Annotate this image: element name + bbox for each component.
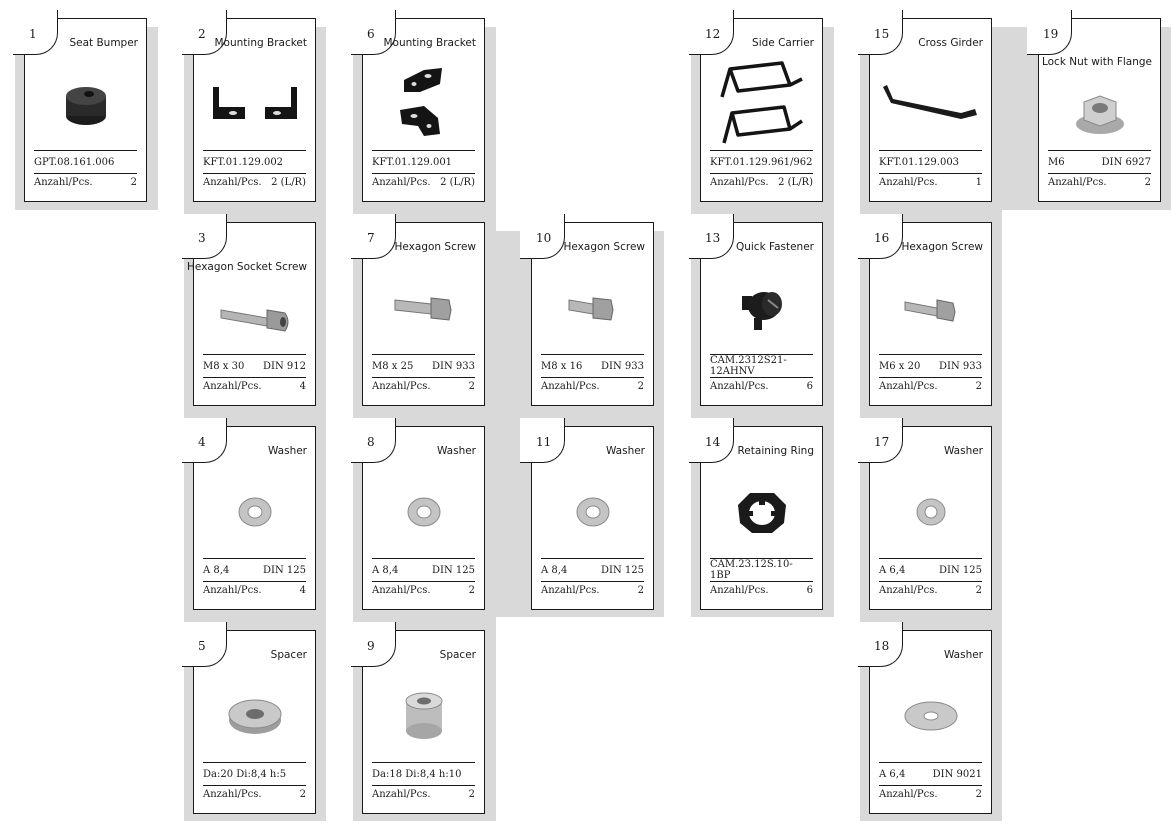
article-number: KFT.01.129.961/962 — [710, 156, 813, 168]
quantity-row — [541, 381, 644, 392]
article-number: Da:18 Di:8,4 h:10 — [372, 768, 462, 780]
part-number: 4 — [198, 435, 206, 449]
quantity-row — [1048, 177, 1151, 188]
norm: DIN 125 — [939, 564, 982, 576]
norm: DIN 125 — [601, 564, 644, 576]
part-number: 11 — [536, 435, 552, 449]
spec-row — [372, 558, 475, 582]
article-number: KFT.01.129.003 — [879, 156, 960, 168]
part-card-9 — [362, 630, 485, 814]
part-title: Hexagon Socket Screw — [187, 261, 307, 273]
quick-fastener-icon — [709, 263, 814, 353]
spec-row — [710, 558, 813, 582]
washer-icon — [540, 467, 645, 557]
lock-nut-icon — [1047, 75, 1152, 151]
part-number: 10 — [536, 231, 552, 245]
part-title: Retaining Ring — [737, 445, 814, 457]
quantity-value: 2 — [468, 381, 475, 392]
article-number: CAM.2312S21-12AHNV — [710, 355, 787, 377]
quantity-row — [203, 177, 306, 188]
quantity-value: 2 — [975, 381, 982, 392]
part-card-8 — [362, 426, 485, 610]
norm: DIN 933 — [432, 360, 475, 372]
part-number: 13 — [705, 231, 721, 245]
part-card-10 — [531, 222, 654, 406]
part-card-12 — [700, 18, 823, 202]
spec-row — [372, 150, 475, 174]
article-number: A 8,4 — [372, 564, 399, 576]
mounting-bracket-icon — [202, 59, 307, 149]
quantity-row — [203, 585, 306, 596]
quantity-value: 2 — [130, 177, 137, 188]
article-number: Da:20 Di:8,4 h:5 — [203, 768, 287, 780]
part-number: 5 — [198, 639, 206, 653]
quantity-label: Anzahl/Pcs. — [34, 177, 93, 188]
part-title: Washer — [943, 445, 983, 457]
quantity-value: 2 — [637, 381, 644, 392]
retaining-ring-icon — [709, 467, 814, 557]
quantity-label: Anzahl/Pcs. — [1048, 177, 1107, 188]
part-title: Mounting Bracket — [214, 37, 307, 49]
hex-screw-icon — [540, 263, 645, 353]
quantity-row — [879, 585, 982, 596]
quantity-value: 2 (L/R) — [778, 177, 813, 188]
part-title: Quick Fastener — [735, 241, 814, 253]
part-card-13 — [700, 222, 823, 406]
part-title: Hexagon Screw — [563, 241, 645, 253]
article-number: M8 x 16 — [541, 360, 583, 372]
quantity-value: 2 (L/R) — [440, 177, 475, 188]
part-number: 12 — [705, 27, 721, 41]
spec-row — [203, 558, 306, 582]
side-carrier-icon — [709, 59, 814, 149]
quantity-label: Anzahl/Pcs. — [541, 585, 600, 596]
part-card-4 — [193, 426, 316, 610]
part-title: Lock Nut with Flange — [1041, 56, 1152, 68]
hex-screw-icon — [878, 263, 983, 353]
socket-screw-icon — [202, 279, 307, 353]
washer-icon — [371, 467, 476, 557]
quantity-row — [879, 789, 982, 800]
norm: DIN 125 — [263, 564, 306, 576]
part-number: 3 — [198, 231, 206, 245]
quantity-row — [879, 381, 982, 392]
quantity-label: Anzahl/Pcs. — [879, 177, 938, 188]
quantity-label: Anzahl/Pcs. — [372, 177, 431, 188]
quantity-value: 4 — [299, 585, 306, 596]
quantity-row — [879, 177, 982, 188]
part-title: Seat Bumper — [69, 37, 138, 49]
quantity-label: Anzahl/Pcs. — [203, 177, 262, 188]
part-title: Mounting Bracket — [383, 37, 476, 49]
article-number: KFT.01.129.001 — [372, 156, 453, 168]
quantity-label: Anzahl/Pcs. — [710, 381, 769, 392]
spec-row — [541, 354, 644, 378]
part-card-2 — [193, 18, 316, 202]
part-card-11 — [531, 426, 654, 610]
article-number: A 8,4 — [541, 564, 568, 576]
norm: DIN 125 — [432, 564, 475, 576]
part-card-1 — [24, 18, 147, 202]
cross-girder-icon — [878, 59, 983, 149]
part-number: 1 — [29, 27, 37, 41]
quantity-label: Anzahl/Pcs. — [203, 381, 262, 392]
spec-row — [34, 150, 137, 174]
spec-row — [203, 354, 306, 378]
part-number: 16 — [874, 231, 890, 245]
seat-bumper-icon — [33, 59, 138, 149]
part-number: 8 — [367, 435, 375, 449]
part-number: 2 — [198, 27, 206, 41]
quantity-label: Anzahl/Pcs. — [372, 789, 431, 800]
large-washer-icon — [878, 671, 983, 761]
part-title: Side Carrier — [752, 37, 814, 49]
quantity-row — [372, 177, 475, 188]
article-number: M6 — [1048, 156, 1065, 168]
part-card-17 — [869, 426, 992, 610]
part-title: Washer — [943, 649, 983, 661]
part-number: 18 — [874, 639, 890, 653]
article-number: A 6,4 — [879, 768, 906, 780]
quantity-label: Anzahl/Pcs. — [203, 585, 262, 596]
spec-row — [372, 354, 475, 378]
norm: DIN 912 — [263, 360, 306, 372]
norm: DIN 9021 — [932, 768, 982, 780]
part-number: 19 — [1043, 27, 1059, 41]
article-number: A 6,4 — [879, 564, 906, 576]
part-number: 9 — [367, 639, 375, 653]
part-card-19 — [1038, 18, 1161, 202]
article-number: GPT.08.161.006 — [34, 156, 115, 168]
quantity-value: 6 — [806, 585, 813, 596]
spec-row — [1048, 150, 1151, 174]
spec-row — [203, 150, 306, 174]
part-card-15 — [869, 18, 992, 202]
quantity-label: Anzahl/Pcs. — [879, 381, 938, 392]
part-number: 15 — [874, 27, 890, 41]
quantity-label: Anzahl/Pcs. — [710, 177, 769, 188]
quantity-row — [710, 381, 813, 392]
quantity-value: 2 (L/R) — [271, 177, 306, 188]
part-card-7 — [362, 222, 485, 406]
quantity-row — [34, 177, 137, 188]
part-card-3 — [187, 222, 316, 406]
quantity-value: 4 — [299, 381, 306, 392]
quantity-row — [203, 381, 306, 392]
quantity-row — [372, 585, 475, 596]
spec-row — [879, 354, 982, 378]
quantity-value: 2 — [468, 789, 475, 800]
quantity-value: 2 — [975, 789, 982, 800]
quantity-label: Anzahl/Pcs. — [372, 381, 431, 392]
article-number: CAM.23.12S.10-1BP — [710, 559, 793, 581]
part-number: 7 — [367, 231, 375, 245]
quantity-value: 2 — [637, 585, 644, 596]
quantity-value: 6 — [806, 381, 813, 392]
spec-row — [710, 150, 813, 174]
washer-icon — [878, 467, 983, 557]
norm: DIN 933 — [601, 360, 644, 372]
article-number: M8 x 30 — [203, 360, 245, 372]
part-number: 14 — [705, 435, 721, 449]
part-title: Hexagon Screw — [394, 241, 476, 253]
quantity-row — [541, 585, 644, 596]
part-card-5 — [193, 630, 316, 814]
part-title: Washer — [267, 445, 307, 457]
spec-row — [879, 558, 982, 582]
spacer-ring-icon — [202, 671, 307, 761]
quantity-label: Anzahl/Pcs. — [879, 789, 938, 800]
spec-row — [879, 150, 982, 174]
spec-row — [541, 558, 644, 582]
quantity-value: 2 — [468, 585, 475, 596]
part-title: Cross Girder — [918, 37, 983, 49]
part-card-16 — [869, 222, 992, 406]
quantity-value: 2 — [1144, 177, 1151, 188]
part-title: Spacer — [439, 649, 476, 661]
article-number: KFT.01.129.002 — [203, 156, 284, 168]
quantity-label: Anzahl/Pcs. — [372, 585, 431, 596]
article-number: A 8,4 — [203, 564, 230, 576]
part-number: 17 — [874, 435, 890, 449]
quantity-row — [372, 789, 475, 800]
spec-row — [879, 762, 982, 786]
quantity-label: Anzahl/Pcs. — [541, 381, 600, 392]
quantity-value: 1 — [975, 177, 982, 188]
part-title: Washer — [436, 445, 476, 457]
quantity-row — [710, 585, 813, 596]
quantity-row — [203, 789, 306, 800]
quantity-label: Anzahl/Pcs. — [203, 789, 262, 800]
mounting-bracket-icon — [371, 59, 476, 149]
part-title: Hexagon Screw — [901, 241, 983, 253]
norm: DIN 6927 — [1101, 156, 1151, 168]
quantity-row — [710, 177, 813, 188]
part-card-6 — [362, 18, 485, 202]
quantity-label: Anzahl/Pcs. — [879, 585, 938, 596]
article-number: M8 x 25 — [372, 360, 414, 372]
part-card-18 — [869, 630, 992, 814]
quantity-row — [372, 381, 475, 392]
part-number: 6 — [367, 27, 375, 41]
norm: DIN 933 — [939, 360, 982, 372]
part-title: Washer — [605, 445, 645, 457]
quantity-value: 2 — [299, 789, 306, 800]
part-title: Spacer — [270, 649, 307, 661]
spacer-sleeve-icon — [371, 671, 476, 761]
quantity-value: 2 — [975, 585, 982, 596]
part-card-14 — [700, 426, 823, 610]
hex-screw-icon — [371, 263, 476, 353]
washer-icon — [202, 467, 307, 557]
quantity-label: Anzahl/Pcs. — [710, 585, 769, 596]
spec-row — [710, 354, 813, 378]
spec-row — [203, 762, 306, 786]
spec-row — [372, 762, 475, 786]
article-number: M6 x 20 — [879, 360, 921, 372]
